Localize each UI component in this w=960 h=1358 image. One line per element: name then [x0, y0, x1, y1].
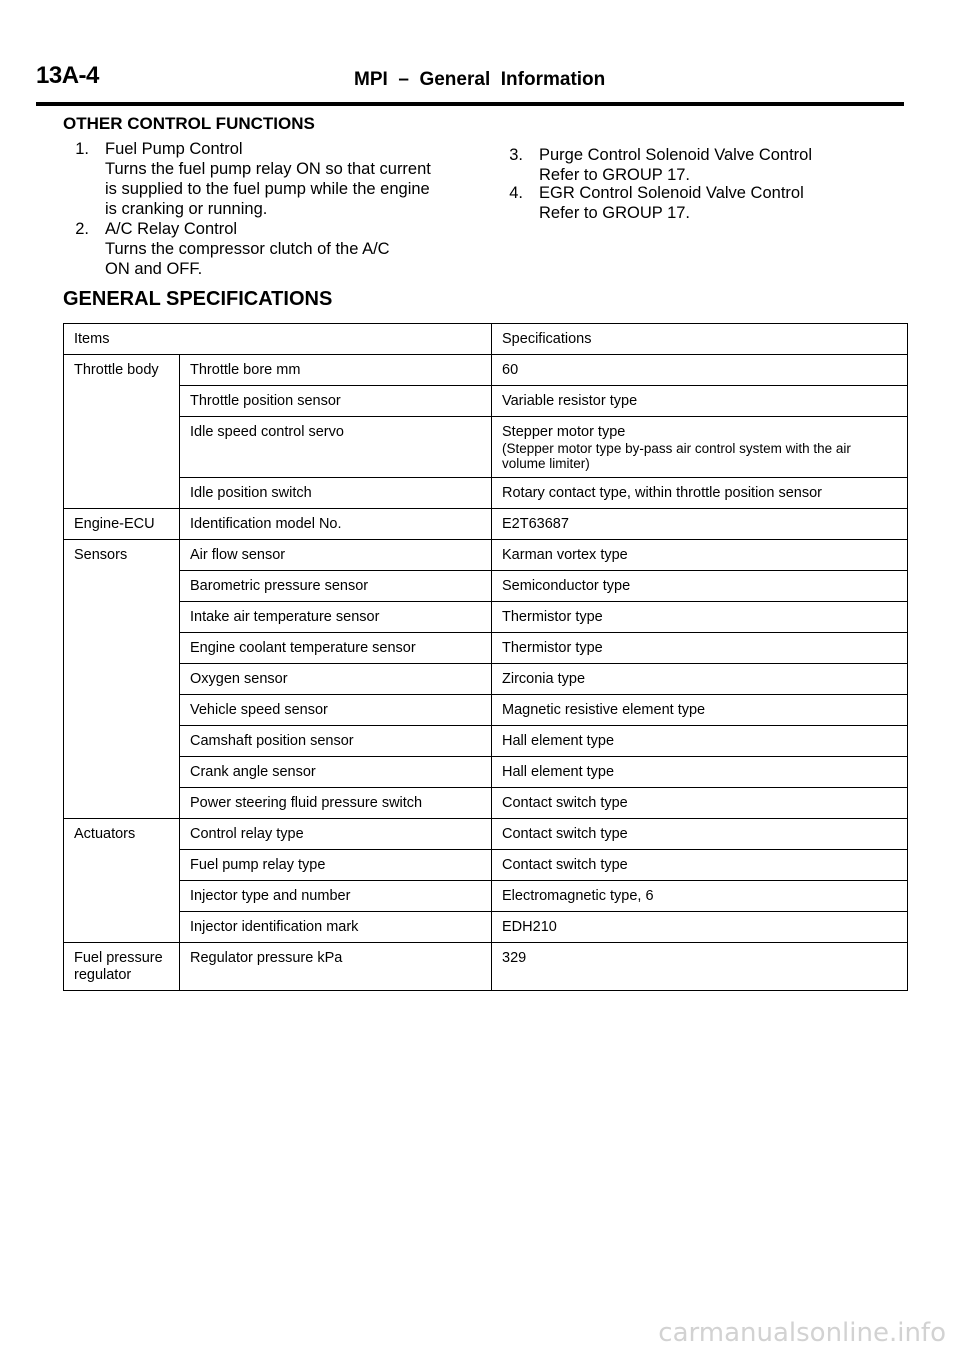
group-label	[64, 943, 180, 991]
table-row	[64, 633, 908, 664]
specifications-table	[63, 323, 908, 991]
function-text: Turns the fuel pump relay ON so that current	[105, 160, 431, 178]
table-row	[64, 850, 908, 881]
spec-note: (Stepper motor type by-pass air control system with the air	[502, 441, 851, 456]
group-label: Sensors	[64, 540, 180, 819]
spec-cell: 60	[492, 355, 908, 386]
item-cell: Barometric pressure sensor	[180, 571, 492, 602]
table-row	[64, 881, 908, 912]
spec-cell: Contact switch type	[492, 788, 908, 819]
function-number: 1.	[75, 140, 89, 158]
table-row	[64, 757, 908, 788]
item-cell: Throttle position sensor	[180, 386, 492, 417]
group-label-line: regulator	[74, 967, 132, 983]
item-cell: Oxygen sensor	[180, 664, 492, 695]
item-cell: Fuel pump relay type	[180, 850, 492, 881]
table-row	[64, 478, 908, 509]
spec-cell: Hall element type	[492, 757, 908, 788]
group-label: Actuators	[64, 819, 180, 943]
function-text: Refer to GROUP 17.	[539, 166, 691, 184]
table-row	[64, 417, 908, 478]
spec-cell: Zirconia type	[492, 664, 908, 695]
function-title: Fuel Pump Control	[105, 140, 243, 158]
spec-cell: Variable resistor type	[492, 386, 908, 417]
item-cell: Power steering fluid pressure switch	[180, 788, 492, 819]
table-row	[64, 943, 908, 991]
table-row	[64, 540, 908, 571]
specifications-column-header: Specifications	[492, 324, 908, 355]
item-cell: Vehicle speed sensor	[180, 695, 492, 726]
item-cell: Throttle bore mm	[180, 355, 492, 386]
table-row	[64, 355, 908, 386]
function-text: ON and OFF.	[105, 260, 203, 278]
table-row	[64, 695, 908, 726]
item-cell: Air flow sensor	[180, 540, 492, 571]
item-cell: Injector type and number	[180, 881, 492, 912]
items-column-header: Items	[64, 324, 492, 355]
spec-cell: 329	[492, 943, 908, 991]
function-title: EGR Control Solenoid Valve Control	[539, 184, 804, 202]
spec-cell: Hall element type	[492, 726, 908, 757]
spec-cell: Electromagnetic type, 6	[492, 881, 908, 912]
watermark: carmanualsonline.info	[658, 1318, 946, 1348]
spec-cell: Contact switch type	[492, 819, 908, 850]
item-cell: Regulator pressure kPa	[180, 943, 492, 991]
spec-cell	[492, 417, 908, 478]
function-number: 2.	[75, 220, 89, 238]
spec-cell: Thermistor type	[492, 633, 908, 664]
spec-cell: EDH210	[492, 912, 908, 943]
table-row	[64, 509, 908, 540]
function-title: A/C Relay Control	[105, 220, 238, 238]
table-row	[64, 602, 908, 633]
function-title: Purge Control Solenoid Valve Control	[539, 146, 813, 164]
item-cell: Idle speed control servo	[180, 417, 492, 478]
spec-cell: Karman vortex type	[492, 540, 908, 571]
spec-cell: Contact switch type	[492, 850, 908, 881]
group-label: Throttle body	[64, 355, 180, 509]
item-cell: Control relay type	[180, 819, 492, 850]
table-row	[64, 819, 908, 850]
group-label: Engine-ECU	[64, 509, 180, 540]
other-control-functions-heading: OTHER CONTROL FUNCTIONS	[63, 114, 315, 133]
general-specifications-heading: GENERAL SPECIFICATIONS	[63, 288, 333, 310]
function-number: 4.	[509, 184, 523, 202]
table-row	[64, 386, 908, 417]
table-row	[64, 571, 908, 602]
spec-text: Stepper motor type	[502, 424, 626, 440]
item-cell: Identification model No.	[180, 509, 492, 540]
function-text: is supplied to the fuel pump while the engine	[105, 180, 430, 198]
spec-cell: Thermistor type	[492, 602, 908, 633]
table-row	[64, 726, 908, 757]
page-title: MPI – General Information	[354, 69, 606, 90]
item-cell: Idle position switch	[180, 478, 492, 509]
item-cell: Intake air temperature sensor	[180, 602, 492, 633]
item-cell: Camshaft position sensor	[180, 726, 492, 757]
function-text: Turns the compressor clutch of the A/C	[105, 240, 390, 258]
table-row	[64, 788, 908, 819]
group-label-line: Fuel pressure	[74, 950, 163, 966]
function-text: Refer to GROUP 17.	[539, 204, 691, 222]
table-row	[64, 664, 908, 695]
item-cell: Injector identification mark	[180, 912, 492, 943]
table-row	[64, 912, 908, 943]
function-number: 3.	[509, 146, 523, 164]
spec-cell: Magnetic resistive element type	[492, 695, 908, 726]
spec-cell: Rotary contact type, within throttle position sensor	[492, 478, 908, 509]
function-text: is cranking or running.	[105, 200, 268, 218]
spec-cell: E2T63687	[492, 509, 908, 540]
item-cell: Crank angle sensor	[180, 757, 492, 788]
spec-note: volume limiter)	[502, 456, 590, 471]
item-cell: Engine coolant temperature sensor	[180, 633, 492, 664]
page-header	[36, 62, 904, 106]
table-header-row	[64, 324, 908, 355]
page-number: 13A-4	[36, 62, 99, 89]
spec-cell: Semiconductor type	[492, 571, 908, 602]
